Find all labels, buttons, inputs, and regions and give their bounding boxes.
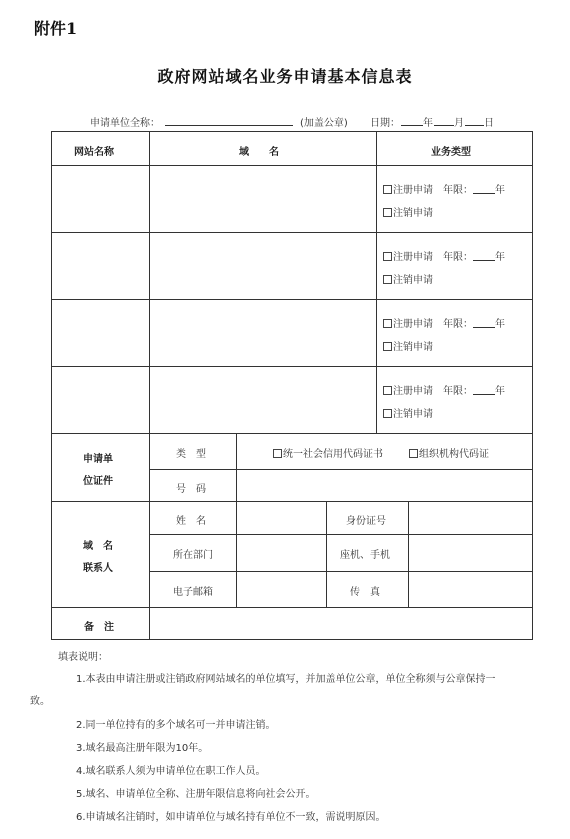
date-label: 日期： <box>370 118 400 129</box>
checkbox-icon[interactable] <box>383 319 392 328</box>
checkbox-icon[interactable] <box>383 252 392 261</box>
note-item: 3.域名最高注册年限为10年。 <box>76 743 209 754</box>
cancel-option-4[interactable]: 注销申请 <box>383 405 433 420</box>
note-item: 致。 <box>30 696 50 707</box>
contact-dept-label: 所在部门 <box>173 550 213 561</box>
applicant-cert-label-2: 位证件 <box>83 476 113 487</box>
checkbox-icon[interactable] <box>273 449 282 458</box>
contact-id-label: 身份证号 <box>346 516 386 527</box>
contact-email-label: 电子邮箱 <box>173 587 213 598</box>
applicant-cert-label-1: 申请单 <box>83 454 113 465</box>
note-item: 4.域名联系人须为申请单位在职工作人员。 <box>76 766 266 777</box>
header-site-name: 网站名称 <box>74 147 114 158</box>
cancel-option-2[interactable]: 注销申请 <box>383 271 433 286</box>
contact-section-label-1: 域 名 <box>83 541 113 552</box>
cert-option-org-code[interactable]: 组织机构代码证 <box>409 445 489 460</box>
year-unit: 年 <box>423 118 433 129</box>
day-field[interactable] <box>465 125 484 126</box>
application-table <box>51 131 533 640</box>
contact-section-label-2: 联系人 <box>83 563 113 574</box>
register-option-2[interactable]: 注册申请 年限： 年 <box>383 248 505 263</box>
checkbox-icon[interactable] <box>383 275 392 284</box>
attachment-label: 附件1 <box>34 19 78 38</box>
unit-label: 申请单位全称： <box>90 118 160 129</box>
checkbox-icon[interactable] <box>383 386 392 395</box>
note-item: 5.域名、申请单位全称、注册年限信息将向社会公开。 <box>76 789 316 800</box>
header-domain: 域 名 <box>239 147 279 158</box>
cert-number-label: 号 码 <box>176 484 206 495</box>
checkbox-icon[interactable] <box>383 185 392 194</box>
day-unit: 日 <box>484 118 494 129</box>
form-title: 政府网站域名业务申请基本信息表 <box>157 67 413 86</box>
cert-type-label: 类 型 <box>176 449 206 460</box>
remarks-label: 备 注 <box>84 622 114 633</box>
checkbox-icon[interactable] <box>383 409 392 418</box>
register-option-3[interactable]: 注册申请 年限： 年 <box>383 315 505 330</box>
header-biz-type: 业务类型 <box>431 147 471 158</box>
register-option-4[interactable]: 注册申请 年限： 年 <box>383 382 505 397</box>
unit-name-field[interactable] <box>165 125 293 126</box>
note-item: 6.申请域名注销时，如申请单位与域名持有单位不一致，需说明原因。 <box>76 812 386 823</box>
seal-note: (加盖公章) <box>300 118 348 129</box>
checkbox-icon[interactable] <box>383 208 392 217</box>
month-field[interactable] <box>434 125 454 126</box>
note-item: 2.同一单位持有的多个域名可一并申请注销。 <box>76 720 276 731</box>
register-option-1[interactable]: 注册申请 年限： 年 <box>383 181 505 196</box>
checkbox-icon[interactable] <box>409 449 418 458</box>
cancel-option-1[interactable]: 注销申请 <box>383 204 433 219</box>
cancel-option-3[interactable]: 注销申请 <box>383 338 433 353</box>
notes-heading: 填表说明： <box>58 652 108 663</box>
checkbox-icon[interactable] <box>383 342 392 351</box>
note-item: 1.本表由申请注册或注销政府网站域名的单位填写，并加盖单位公章，单位全称须与公章保持一 <box>76 674 496 685</box>
year-field[interactable] <box>401 125 423 126</box>
contact-fax-label: 传 真 <box>350 587 380 598</box>
cert-option-credit-code[interactable]: 统一社会信用代码证书 <box>273 445 383 460</box>
month-unit: 月 <box>454 118 464 129</box>
contact-phone-label: 座机、手机 <box>340 550 390 561</box>
contact-name-label: 姓 名 <box>176 516 206 527</box>
